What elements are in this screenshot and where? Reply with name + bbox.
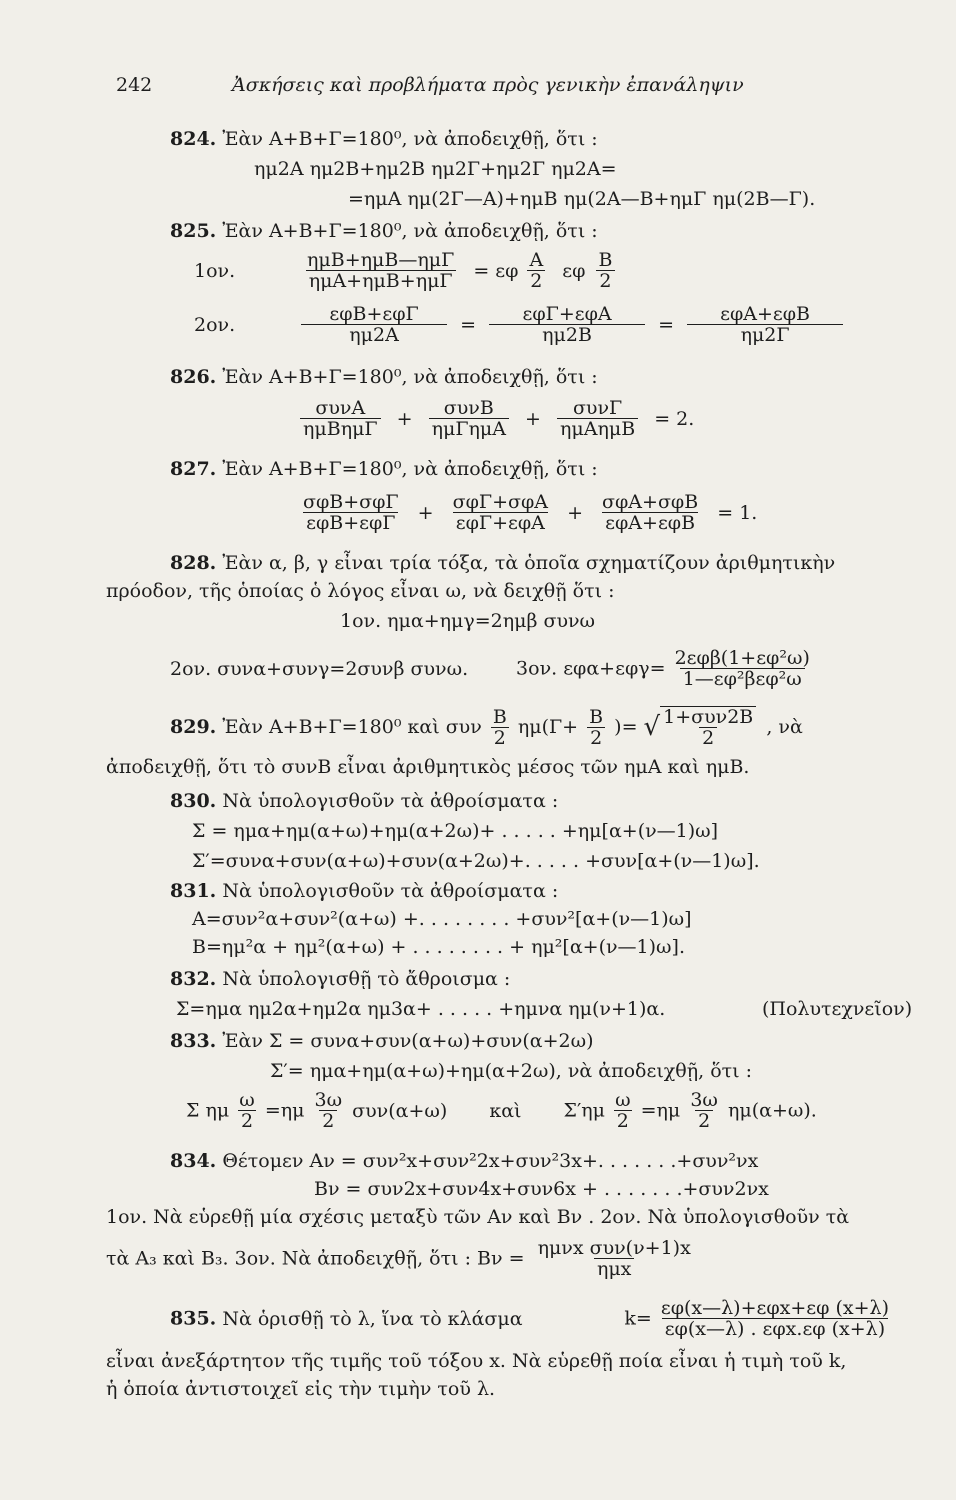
problem-statement: Ἐὰν Σ = συνα+συν(α+ω)+συν(α+2ω) xyxy=(222,1030,594,1052)
numerator: ω xyxy=(239,1089,255,1111)
numerator: 1+συν2Β xyxy=(663,706,754,728)
part-label: 1ον. xyxy=(194,259,236,282)
equation-825-1 xyxy=(194,250,619,291)
problem-statement: Θέτομεν Αν = συν²x+συν²2x+συν²3x+. . . . . . .+συν²νx xyxy=(222,1150,759,1172)
numerator: 2εφβ(1+εφ²ω) xyxy=(674,647,810,669)
equation-part: Σ′ημ xyxy=(563,1099,606,1122)
fraction xyxy=(304,304,444,345)
denominator: εφΓ+εφΑ xyxy=(453,512,548,533)
problem-827 xyxy=(170,458,598,480)
equation-line: =ημΑ ημ(2Γ—Α)+ημΒ ημ(2Α—Β+ημΓ ημ(2Β—Γ). xyxy=(348,188,816,210)
problem-number: 830. xyxy=(170,790,217,812)
problem-number: 826. xyxy=(170,366,217,388)
problem-statement: Νὰ ὑπολογισθοῦν τὰ ἀθροίσματα : xyxy=(222,790,559,812)
numerator: ημΒ+ημΒ—ημΓ xyxy=(307,249,455,271)
denominator: 2 xyxy=(699,727,717,748)
result: = 2. xyxy=(654,407,695,430)
problem-832 xyxy=(170,968,510,990)
fraction xyxy=(586,707,606,748)
problem-830 xyxy=(170,790,558,812)
equation-827 xyxy=(296,492,763,533)
fraction xyxy=(687,1090,721,1131)
problem-number: 834. xyxy=(170,1150,217,1172)
problem-829 xyxy=(170,706,803,748)
equation-line: Σ′= ημα+ημ(α+ω)+ημ(α+2ω), νὰ ἀποδειχθῇ, ὅτι : xyxy=(270,1060,753,1082)
equation-828-2-3 xyxy=(170,648,817,689)
fraction xyxy=(595,250,615,291)
equation-part: ημ(α+ω). xyxy=(727,1099,817,1122)
denominator: 2 xyxy=(319,1110,337,1131)
equation-line: 1ον. ημα+ημγ=2ημβ συνω xyxy=(340,610,596,632)
denominator: ημΑ+ημΒ+ημΓ xyxy=(306,270,456,291)
numerator: 3ω xyxy=(690,1089,718,1111)
equation-line: Βν = συν2x+συν4x+συν6x + . . . . . . .+συν2νx xyxy=(314,1178,769,1200)
problem-statement: Ἐὰν Α+Β+Γ=180⁰, νὰ ἀποδειχθῇ, ὅτι : xyxy=(222,128,598,150)
equals-sign: = xyxy=(460,313,477,336)
denominator: 2 xyxy=(596,270,614,291)
equation-part: k= xyxy=(624,1307,652,1330)
fraction xyxy=(672,648,813,689)
equation-part: τὰ Α₃ καὶ Β₃. 3ον. Νὰ ἀποδειχθῇ, ὅτι : Βν = xyxy=(106,1247,525,1270)
problem-number: 829. xyxy=(170,716,217,738)
problem-number: 827. xyxy=(170,458,217,480)
equation-part: =ημ xyxy=(640,1099,681,1122)
fraction xyxy=(690,304,840,345)
equation-part: 2ον. συνα+συνγ=2συνβ συνω. xyxy=(170,657,469,680)
equation-line: Σ′=συνα+συν(α+ω)+συν(α+2ω)+. . . . . +συν[α+(ν—1)ω]. xyxy=(192,850,760,872)
denominator: ημΒημΓ xyxy=(300,418,381,439)
problem-825 xyxy=(170,220,598,242)
part-label: 2ον. xyxy=(194,313,236,336)
fraction xyxy=(300,398,381,439)
equation-line: Β=ημ²α + ημ²(α+ω) + . . . . . . . . + ημ²[α+(ν—1)ω]. xyxy=(192,936,685,958)
text-line: εἶναι ἀνεξάρτητον τῆς τιμῆς τοῦ τόξου x. Νὰ εὑρεθῇ ποία εἶναι ἡ τιμὴ τοῦ k, xyxy=(106,1350,847,1372)
plus-sign: + xyxy=(525,407,541,430)
plus-sign: + xyxy=(417,501,434,524)
denominator: ημx xyxy=(594,1258,634,1279)
numerator: συνΑ xyxy=(315,397,366,419)
equation-part: )= xyxy=(614,716,638,738)
text-line: ἡ ὁποία ἀντιστοιχεῖ εἰς τὴν τιμὴν τοῦ λ. xyxy=(106,1378,496,1400)
problem-statement: Νὰ ὑπολογισθῇ τὸ ἄθροισμα : xyxy=(222,968,511,990)
problem-number: 824. xyxy=(170,128,217,150)
text-line: ἀποδειχθῇ, ὅτι τὸ συνΒ εἶναι ἀριθμητικὸς μέσος τῶν ημΑ καὶ ημΒ. xyxy=(106,756,750,778)
text-line: πρόοδον, τῆς ὁποίας ὁ λόγος εἶναι ω, νὰ δειχθῇ ὅτι : xyxy=(106,580,615,602)
problem-number: 833. xyxy=(170,1030,217,1052)
problem-statement: Ἐὰν Α+Β+Γ=180⁰, νὰ ἀποδειχθῇ, ὅτι : xyxy=(222,366,598,388)
equation-834 xyxy=(106,1238,698,1279)
equation-line: Α=συν²α+συν²(α+ω) +. . . . . . . . +συν²[α+(ν—1)ω] xyxy=(192,908,692,930)
denominator: ημ2Α xyxy=(301,324,447,345)
problem-number: 825. xyxy=(170,220,217,242)
fraction xyxy=(236,1090,258,1131)
equation-part: ημ(Γ+ xyxy=(517,716,579,738)
equation-line: Σ=ημα ημ2α+ημ2α ημ3α+ . . . . . +ημνα ημ(ν+1)α. xyxy=(176,998,666,1020)
equation-825-2 xyxy=(194,304,844,345)
fraction xyxy=(658,1298,892,1339)
problem-statement: Ἐὰν Α+Β+Γ=180⁰, νὰ ἀποδειχθῇ, ὅτι : xyxy=(222,220,598,242)
fraction xyxy=(304,250,457,291)
numerator: εφΓ+εφΑ xyxy=(522,303,612,325)
problem-826 xyxy=(170,366,598,388)
numerator: συνΒ xyxy=(443,397,494,419)
plus-sign: + xyxy=(567,501,583,524)
numerator: Β xyxy=(492,705,507,728)
fraction xyxy=(312,1090,346,1131)
equation-line: Σ = ημα+ημ(α+ω)+ημ(α+2ω)+ . . . . . +ημ[α+(ν—1)ω] xyxy=(192,820,719,842)
fraction xyxy=(429,398,509,439)
text-line: 1ον. Νὰ εὑρεθῇ μία σχέσις μεταξὺ τῶν Αν καὶ Βν . 2ον. Νὰ ὑπολογισθοῦν τὰ xyxy=(106,1206,850,1228)
problem-824 xyxy=(170,128,598,150)
numerator: συνΓ xyxy=(572,397,623,419)
problem-number: 832. xyxy=(170,968,217,990)
running-title: Ἀσκήσεις καὶ προβλήματα πρὸς γενικὴν ἐπανάληψιν xyxy=(232,74,744,96)
equation-part: Ἐὰν Α+Β+Γ=180⁰ καὶ συν xyxy=(222,716,482,738)
equation-part: 3ον. εφα+εφγ= xyxy=(516,657,666,680)
numerator: σφΑ+σφΒ xyxy=(602,491,699,513)
plus-sign: + xyxy=(396,407,413,430)
numerator: εφΒ+εφΓ xyxy=(329,303,419,325)
tan-text: εφ xyxy=(562,259,586,282)
page-number: 242 xyxy=(116,74,153,96)
problem-number: 831. xyxy=(170,880,217,902)
fraction xyxy=(599,492,701,533)
problem-number: 835. xyxy=(170,1307,217,1330)
numerator: σφΓ+σφΑ xyxy=(452,491,549,513)
problem-835 xyxy=(170,1298,896,1339)
denominator: εφΒ+εφΓ xyxy=(303,512,398,533)
numerator: ημνx συν(ν+1)x xyxy=(537,1237,691,1259)
denominator: 2 xyxy=(491,727,509,748)
numerator: Β xyxy=(598,249,613,271)
denominator: 2 xyxy=(614,1110,632,1131)
problem-828 xyxy=(170,552,835,574)
denominator: 2 xyxy=(238,1110,256,1131)
numerator: σφΒ+σφΓ xyxy=(303,491,399,513)
numerator: Β xyxy=(589,705,604,728)
equals-text: = εφ xyxy=(473,259,519,282)
denominator: εφΑ+εφΒ xyxy=(602,512,698,533)
denominator: 1—εφ²βεφ²ω xyxy=(680,668,805,689)
equation-part: Σ ημ xyxy=(186,1099,230,1122)
problem-number: 828. xyxy=(170,552,217,574)
source-note: (Πολυτεχνεῖον) xyxy=(762,998,913,1020)
equals-sign: = xyxy=(658,313,675,336)
problem-831 xyxy=(170,880,558,902)
denominator: ημΑημΒ xyxy=(557,418,638,439)
equation-826 xyxy=(296,398,700,439)
problem-834 xyxy=(170,1150,758,1172)
denominator: 2 xyxy=(695,1110,713,1131)
denominator: εφ(x—λ) . εφx.εφ (x+λ) xyxy=(662,1318,888,1339)
fraction xyxy=(526,250,546,291)
sqrt-icon: √ xyxy=(643,712,661,742)
problem-833 xyxy=(170,1030,594,1052)
problem-statement: Νὰ ὁρισθῇ τὸ λ, ἵνα τὸ κλάσμα xyxy=(222,1307,523,1330)
denominator: ημ2Β xyxy=(489,324,645,345)
fraction xyxy=(612,1090,634,1131)
problem-statement: Νὰ ὑπολογισθοῦν τὰ ἀθροίσματα : xyxy=(222,880,559,902)
problem-statement: Ἐὰν α, β, γ εἶναι τρία τόξα, τὰ ὁποῖα σχηματίζουν ἀριθμητικὴν xyxy=(222,552,836,574)
denominator: 2 xyxy=(527,270,545,291)
fraction xyxy=(557,398,638,439)
numerator: 3ω xyxy=(314,1089,343,1111)
result: = 1. xyxy=(717,501,758,524)
denominator: ημ2Γ xyxy=(687,324,843,345)
fraction xyxy=(660,706,756,748)
fraction xyxy=(535,1238,694,1279)
equation-part: συν(α+ω) xyxy=(352,1099,448,1122)
fraction xyxy=(490,707,510,748)
fraction xyxy=(450,492,551,533)
numerator: Α xyxy=(529,249,544,271)
numerator: ω xyxy=(615,1089,631,1111)
equation-833 xyxy=(186,1090,817,1131)
fraction xyxy=(492,304,642,345)
numerator: εφΑ+εφΒ xyxy=(720,303,811,325)
numerator: εφ(x—λ)+εφx+εφ (x+λ) xyxy=(660,1297,889,1319)
denominator: ημΓημΑ xyxy=(429,418,509,439)
equation-line: ημ2Α ημ2Β+ημ2Β ημ2Γ+ημ2Γ ημ2Α= xyxy=(254,158,617,180)
problem-statement: Ἐὰν Α+Β+Γ=180⁰, νὰ ἀποδειχθῇ, ὅτι : xyxy=(222,458,598,480)
fraction xyxy=(300,492,402,533)
equation-part: =ημ xyxy=(264,1099,305,1122)
equation-part: , νὰ xyxy=(766,716,803,738)
equation-part: καὶ xyxy=(489,1099,522,1122)
denominator: 2 xyxy=(587,727,605,748)
